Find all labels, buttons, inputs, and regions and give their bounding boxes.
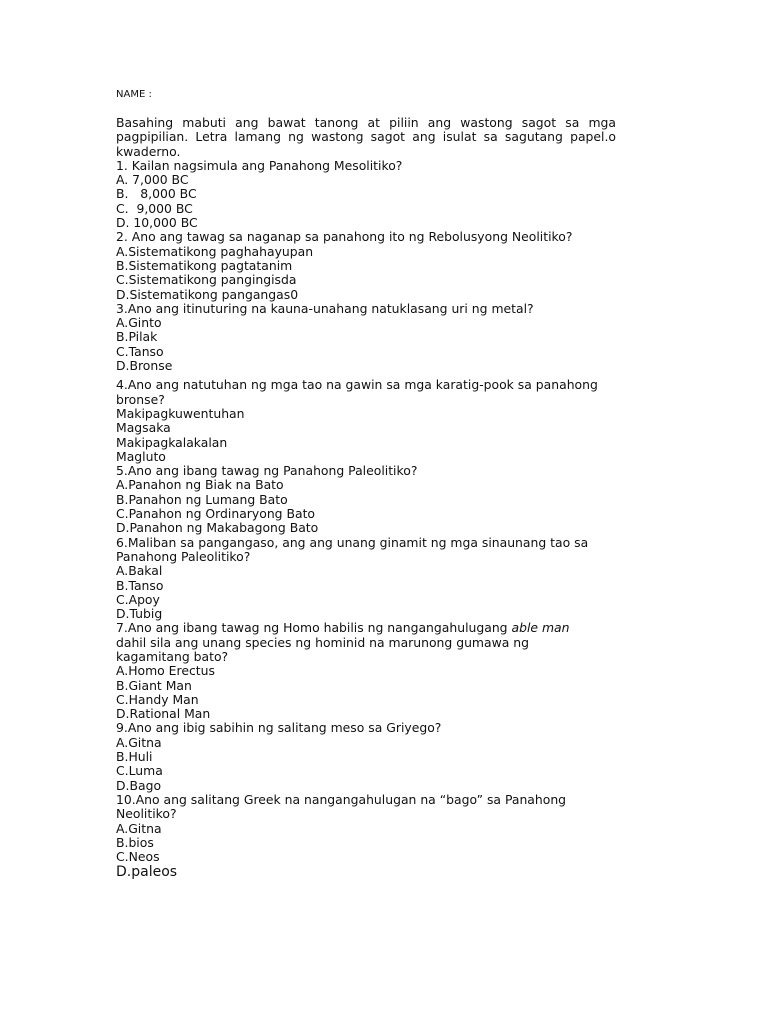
question-text: 1. Kailan nagsimula ang Panahong Mesolitiko?: [116, 157, 403, 173]
question-6: [116, 536, 616, 622]
question-3: [116, 302, 616, 373]
answer-option: A.Ginto: [116, 315, 162, 331]
question-5: [116, 464, 616, 535]
question-text-italic: able man: [511, 620, 570, 636]
answer-option: Magluto: [116, 448, 166, 464]
answer-option: Magsaka: [116, 420, 171, 436]
answer-option: D.Rational Man: [116, 706, 211, 722]
answer-option: C.Tanso: [116, 343, 164, 359]
answer-option: B.Tanso: [116, 577, 164, 593]
answer-option: A.Sistematikong paghahayupan: [116, 243, 314, 259]
instructions: Basahing mabuti ang bawat tanong at piliin ang wastong sagot sa mga pagpipilian. Letra lamang ng wastong sagot ang isulat sa sagutang papel.o kwaderno.: [116, 115, 616, 159]
answer-option: A.Homo Erectus: [116, 663, 215, 679]
answer-option: C.Sistematikong pangingisda: [116, 272, 297, 288]
question-10: [116, 793, 616, 880]
answer-option: A.Panahon ng Biak na Bato: [116, 477, 284, 493]
answer-option: C.Panahon ng Ordinaryong Bato: [116, 506, 316, 522]
name-label: NAME :: [116, 89, 152, 100]
answer-option: C. 9,000 BC: [116, 200, 193, 216]
question-text-continued: dahil sila ang unang species ng hominid na marunong gumawa ng kagamitang bato?: [116, 634, 529, 664]
answer-option: D.Panahon ng Makabagong Bato: [116, 520, 319, 536]
answer-option: D. 10,000 BC: [116, 215, 198, 231]
answer-option: B.Huli: [116, 749, 153, 765]
answer-option: D.paleos: [116, 864, 178, 881]
answer-option: C.Apoy: [116, 591, 160, 607]
question-text: 2. Ano ang tawag sa naganap sa panahong ito ng Rebolusyong Neolitiko?: [116, 229, 573, 245]
question-text: 3.Ano ang itinuturing na kauna-unahang natuklasang uri ng metal?: [116, 300, 534, 316]
answer-option: D.Bago: [116, 777, 162, 793]
answer-option: A.Gitna: [116, 820, 162, 836]
question-2: [116, 230, 616, 301]
question-text-part: 7.Ano ang ibang tawag ng Homo habilis ng nangangahulugang: [116, 620, 512, 636]
answer-option: B. 8,000 BC: [116, 186, 197, 202]
answer-option: A.Gitna: [116, 734, 162, 750]
question-text: [116, 621, 616, 635]
question-text: 6.Maliban sa pangangaso, ang ang unang ginamit ng mga sinaunang tao sa Panahong Paleolitiko?: [116, 534, 589, 564]
question-7: [116, 621, 616, 721]
answer-option: B.Sistematikong pagtatanim: [116, 257, 293, 273]
question-text: 4.Ano ang natutuhan ng mga tao na gawin sa mga karatig-pook sa panahong bronse?: [116, 377, 598, 407]
answer-option: A.Bakal: [116, 563, 163, 579]
question-text: 10.Ano ang salitang Greek na nangangahulugan na “bago” sa Panahong Neolitiko?: [116, 791, 567, 822]
answer-option: B.bios: [116, 834, 154, 850]
answer-option: D.Bronse: [116, 358, 173, 374]
question-9: [116, 721, 616, 792]
worksheet-content: [116, 116, 616, 880]
answer-option: D.Sistematikong pangangas0: [116, 286, 299, 302]
answer-option: C.Luma: [116, 763, 163, 779]
question-text: 5.Ano ang ibang tawag ng Panahong Paleolitiko?: [116, 463, 418, 479]
answer-option: A. 7,000 BC: [116, 172, 189, 188]
answer-option: B.Panahon ng Lumang Bato: [116, 491, 288, 507]
answer-option: B.Giant Man: [116, 677, 192, 693]
answer-option: Makipagkalakalan: [116, 434, 228, 450]
answer-option: C.Handy Man: [116, 691, 199, 707]
question-1: [116, 159, 616, 230]
question-text: 9.Ano ang ibig sabihin ng salitang meso sa Griyego?: [116, 720, 442, 736]
question-4: [116, 378, 616, 464]
answer-option: D.Tubig: [116, 606, 163, 622]
answer-option: Makipagkuwentuhan: [116, 405, 245, 421]
answer-option: C.Neos: [116, 849, 160, 865]
answer-option: B.Pilak: [116, 329, 158, 345]
